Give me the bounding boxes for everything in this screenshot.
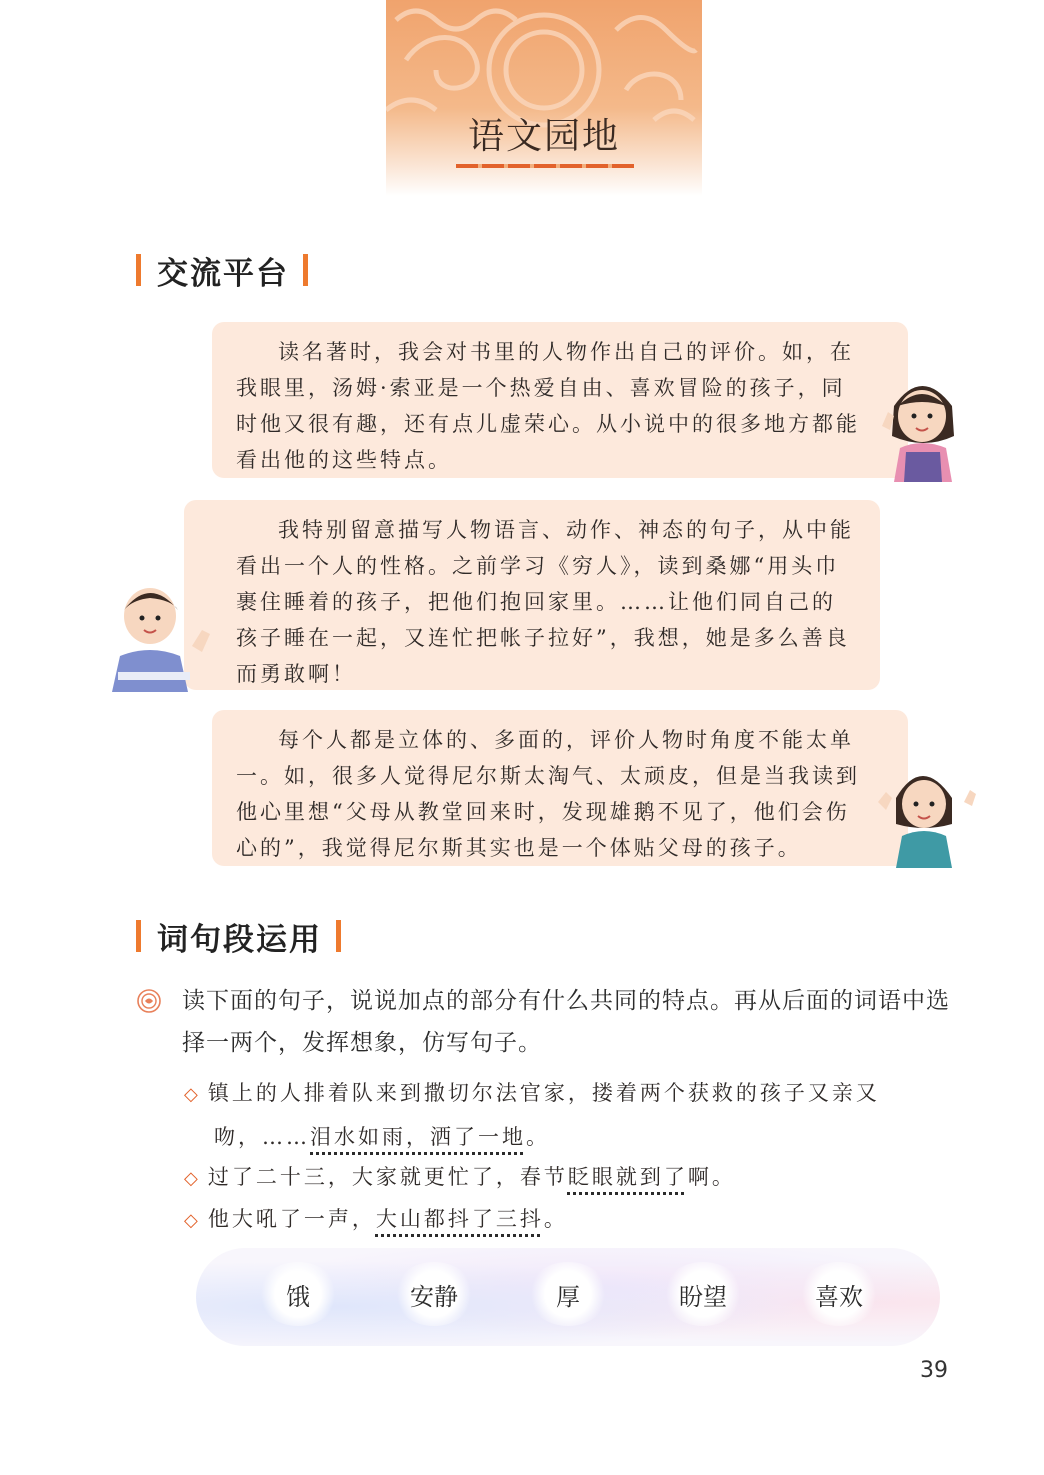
girl-waving-avatar-icon — [872, 752, 976, 868]
boy-avatar-icon — [104, 576, 218, 692]
dotted-phrase: 眨眼就到了 — [567, 1165, 688, 1189]
heading-bar-right — [303, 254, 308, 286]
example-sentence-2 — [184, 1156, 736, 1200]
section-heading-exchange — [136, 250, 308, 290]
heading-bar-left — [136, 254, 141, 286]
example-sentence-3 — [184, 1198, 568, 1242]
dotted-phrase: 泪水如雨，洒了一地 — [310, 1125, 526, 1149]
word-item: 厚 — [528, 1262, 608, 1326]
word-bank — [196, 1248, 940, 1346]
bubble-text-1: 读名著时，我会对书里的人物作出自己的评价。如，在我眼里，汤姆·索亚是一个热爱自由、喜欢冒险的孩子，同时他又很有趣，还有点儿虚荣心。从小说中的很多地方都能看出他的这些特点。 — [236, 340, 860, 472]
diamond-bullet-icon: ◇ — [184, 1168, 198, 1189]
bubble-text-2: 我特别留意描写人物语言、动作、神态的句子，从中能看出一个人的性格。之前学习《穷人》，读到桑娜“用头巾裹住睡着的孩子，把他们抱回家里。……让他们同自己的孩子睡在一起，又连忙把帐子拉好”，我想，她是多么善良而勇敢啊！ — [236, 518, 854, 686]
speech-bubble-1 — [212, 322, 908, 478]
word-item: 盼望 — [663, 1262, 743, 1326]
heading-bar-left — [136, 920, 141, 952]
section-heading-words — [136, 916, 341, 956]
word-item: 安静 — [394, 1262, 474, 1326]
section-title: 交流平台 — [157, 255, 289, 292]
sentence-text: 过了二十三，大家就更忙了，春节 — [207, 1165, 568, 1189]
section-title: 词句段运用 — [157, 921, 322, 958]
exercise-marker-icon — [136, 988, 162, 1014]
title-underline — [456, 164, 634, 168]
sentence-text: 。 — [543, 1207, 568, 1231]
bubble-text-3: 每个人都是立体的、多面的，评价人物时角度不能太单一。如，很多人觉得尼尔斯太淘气、太顽皮，但是当我读到他心里想“父母从教堂回来时，发现雄鹅不见了，他们会伤心的”，我觉得尼尔斯其实也是一个体贴父母的孩子。 — [236, 728, 860, 860]
sentence-text: 镇上的人排着队来到撒切尔法官家，搂着两个获救的孩子又亲又 — [207, 1081, 880, 1105]
speech-bubble-3 — [212, 710, 908, 866]
word-item: 饿 — [258, 1262, 338, 1326]
example-sentence-1 — [184, 1072, 964, 1158]
sentence-text: 吻，…… — [214, 1125, 310, 1149]
page-title: 语文园地 — [467, 116, 620, 157]
diamond-bullet-icon: ◇ — [184, 1084, 198, 1105]
exercise-instruction: 读下面的句子，说说加点的部分有什么共同的特点。再从后面的词语中选择一两个，发挥想象，仿写句子。 — [182, 988, 950, 1056]
diamond-bullet-icon: ◇ — [184, 1210, 198, 1231]
dotted-phrase: 大山都抖了三抖 — [375, 1207, 544, 1231]
sentence-text: 。 — [526, 1125, 550, 1149]
heading-bar-right — [336, 920, 341, 952]
header-banner — [386, 0, 702, 196]
sentence-text: 啊。 — [687, 1165, 736, 1189]
speech-bubble-2 — [184, 500, 880, 690]
page-number: 39 — [920, 1358, 948, 1383]
sentence-text: 他大吼了一声， — [207, 1207, 376, 1231]
girl-avatar-icon — [872, 366, 976, 482]
word-item: 喜欢 — [799, 1262, 879, 1326]
